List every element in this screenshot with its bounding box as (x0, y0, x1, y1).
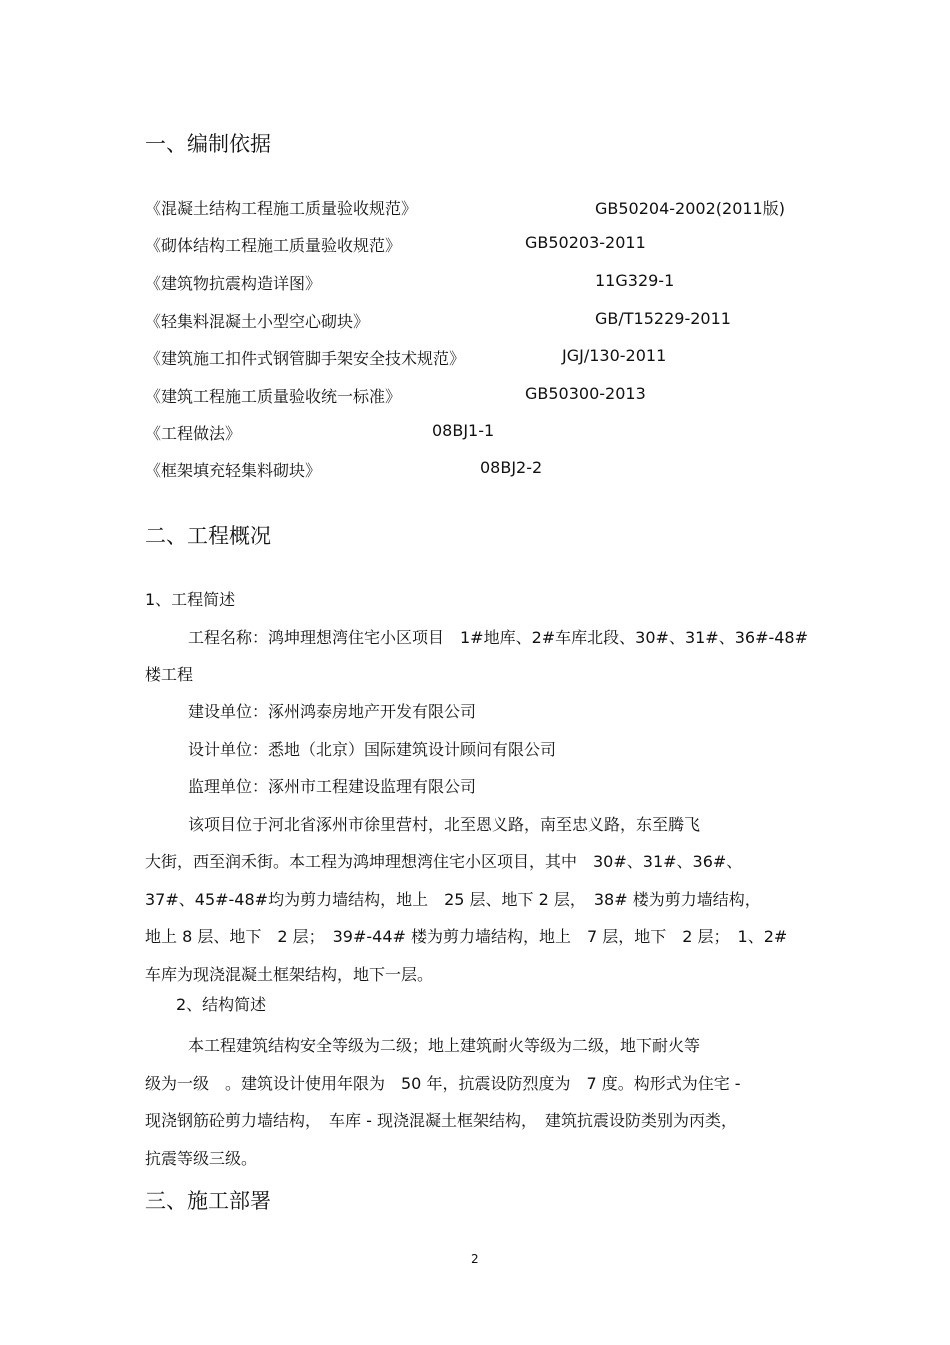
description-line: 大街，西至润禾街。本工程为鸿坤理想湾住宅小区项目，其中 30#、31#、36#、 (145, 852, 743, 871)
ref-code: 08BJ2-2 (480, 458, 543, 477)
project-name-line: 楼工程 (145, 665, 194, 684)
structure-line: 本工程建筑结构安全等级为二级；地上建筑耐火等级为二级，地下耐火等 (188, 1036, 701, 1055)
description-line: 该项目位于河北省涿州市徐里营村，北至恩义路，南至忠义路，东至腾飞 (188, 815, 701, 834)
subsection-heading: 1、工程简述 (145, 590, 236, 609)
structure-line: 抗震等级三级。 (145, 1149, 258, 1168)
section1-heading: 一、编制依据 (145, 132, 271, 156)
ref-title: 《建筑物抗震构造详图》 (145, 274, 322, 293)
ref-code: 11G329-1 (595, 271, 675, 290)
description-line: 车库为现浇混凝土框架结构，地下一层。 (145, 965, 434, 984)
ref-title: 《工程做法》 (145, 424, 242, 443)
ref-code: GB/T15229-2011 (595, 309, 731, 328)
ref-title: 《混凝土结构工程施工质量验收规范》 (145, 199, 418, 218)
builder-line: 建设单位：涿州鸿泰房地产开发有限公司 (188, 702, 477, 721)
section3-heading: 三、施工部署 (145, 1189, 271, 1213)
description-line: 37#、45#-48#均为剪力墙结构，地上 25 层、地下 2 层， 38# 楼为剪力墙结构， (145, 890, 761, 909)
description-line: 地上 8 层、地下 2 层； 39#-44# 楼为剪力墙结构，地上 7 层，地下 2 层； 1、2# (145, 927, 788, 946)
ref-code: JGJ/130-2011 (562, 346, 667, 365)
supervisor-line: 监理单位：涿州市工程建设监理有限公司 (188, 777, 477, 796)
subsection-heading: 2、结构简述 (176, 995, 267, 1014)
ref-code: GB50300-2013 (525, 384, 646, 403)
ref-title: 《建筑工程施工质量验收统一标准》 (145, 387, 402, 406)
structure-line: 现浇钢筋砼剪力墙结构， 车库 - 现浇混凝土框架结构， 建筑抗震设防类别为丙类， (145, 1111, 737, 1130)
structure-line: 级为一级 。建筑设计使用年限为 50 年，抗震设防烈度为 7 度。构形式为住宅 - (145, 1074, 741, 1093)
section2-heading: 二、工程概况 (145, 524, 271, 548)
ref-title: 《砌体结构工程施工质量验收规范》 (145, 236, 402, 255)
ref-title: 《建筑施工扣件式钢管脚手架安全技术规范》 (145, 349, 466, 368)
project-name-line: 工程名称：鸿坤理想湾住宅小区项目 1#地库、2#车库北段、30#、31#、36#-48# (188, 628, 809, 647)
ref-title: 《框架填充轻集料砌块》 (145, 461, 322, 480)
page-number: 2 (471, 1252, 479, 1266)
ref-code: GB50204-2002(2011版) (595, 199, 785, 218)
ref-code: 08BJ1-1 (432, 421, 495, 440)
designer-line: 设计单位：悉地（北京）国际建筑设计顾问有限公司 (188, 740, 557, 759)
ref-title: 《轻集料混凝土小型空心砌块》 (145, 312, 370, 331)
ref-code: GB50203-2011 (525, 233, 646, 252)
